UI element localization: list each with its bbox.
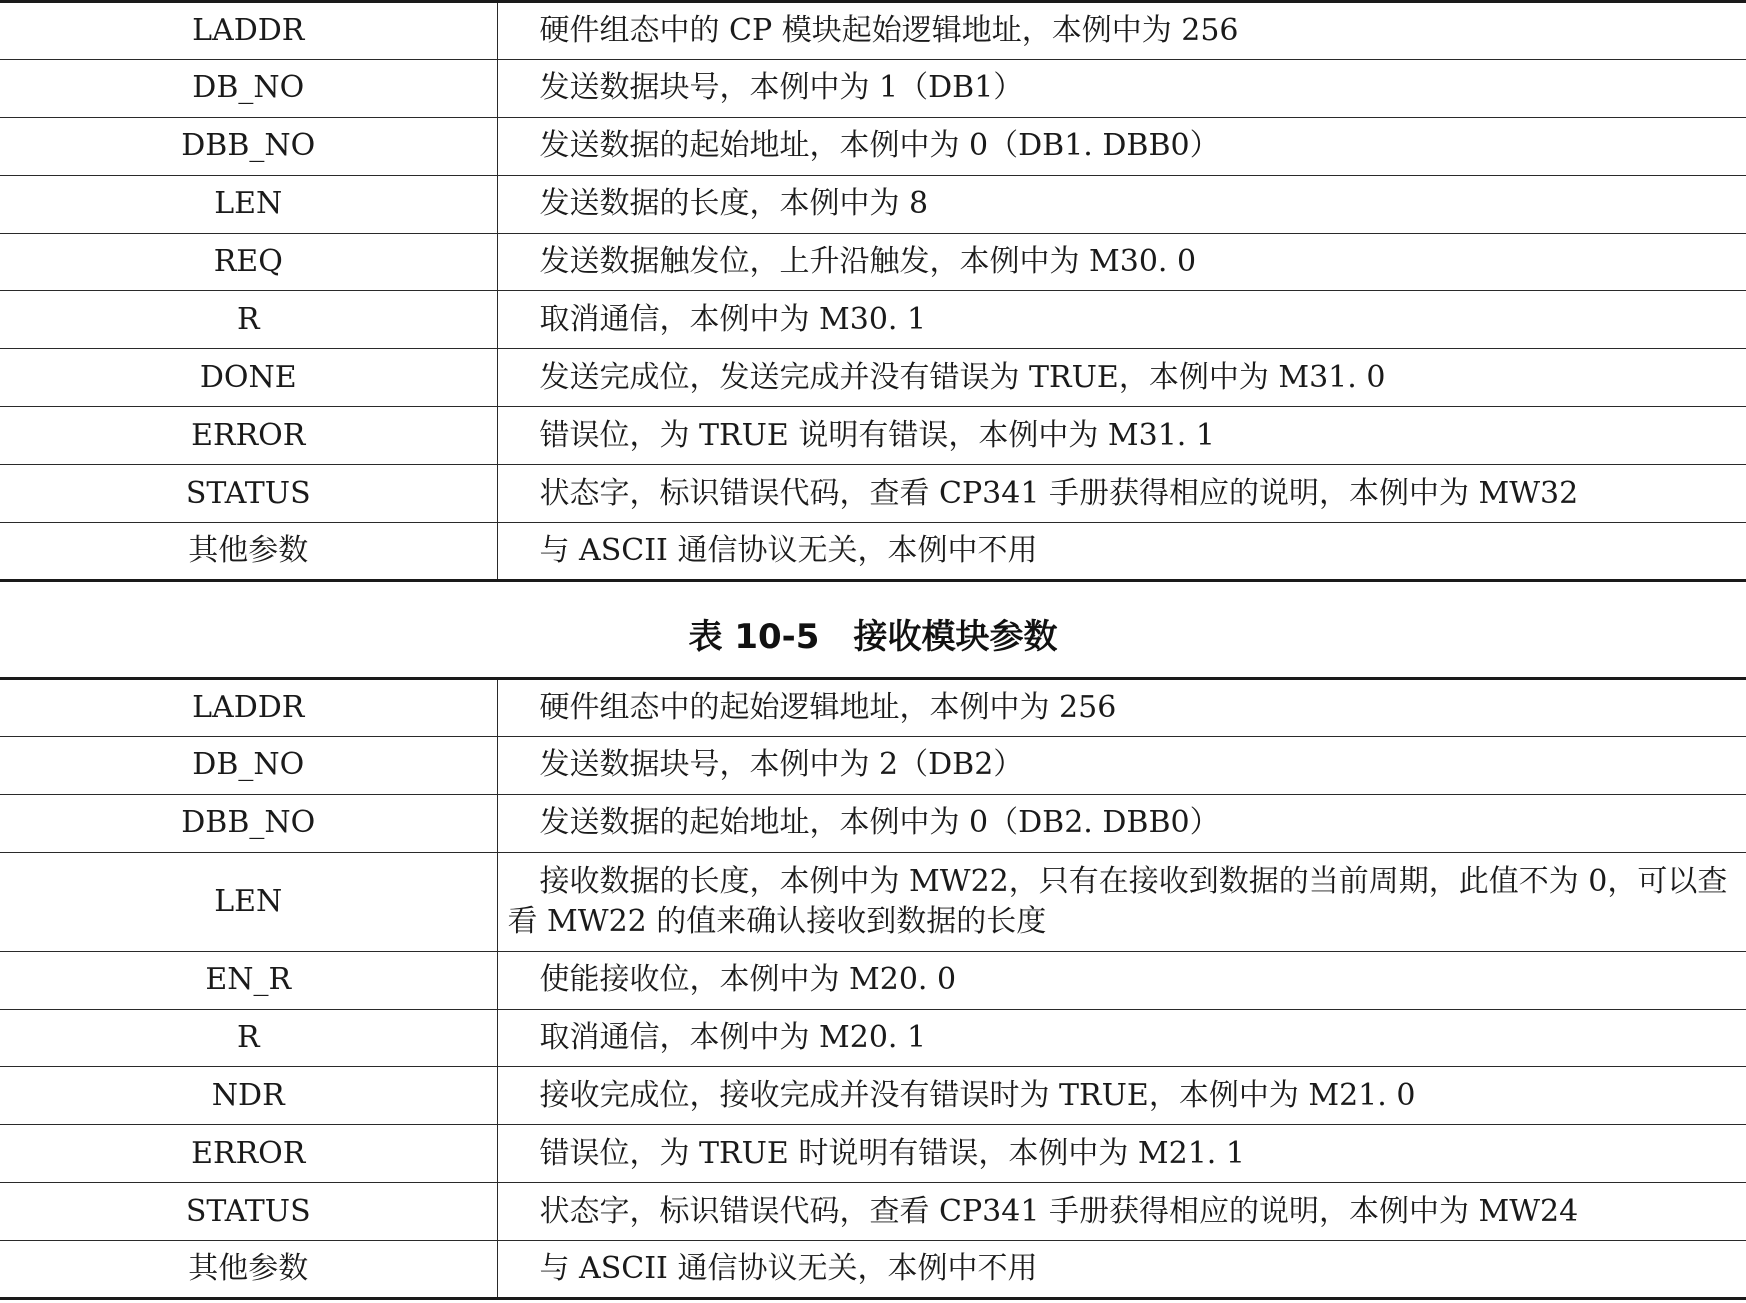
table-row [0,1009,1746,1067]
param-description: 错误位，为 TRUE 说明有错误，本例中为 M31. 1 [497,407,1746,465]
param-name: 其他参数 [0,523,497,581]
table-row [0,951,1746,1009]
param-description: 取消通信，本例中为 M20. 1 [497,1009,1746,1067]
param-description: 发送数据块号，本例中为 2（DB2） [497,736,1746,794]
param-name: DB_NO [0,736,497,794]
receive-block-parameter-table [0,677,1746,1300]
param-description: 接收数据的长度，本例中为 MW22，只有在接收到数据的当前周期，此值不为 0，可以查看 MW22 的值来确认接收到数据的长度 [497,852,1746,951]
table-row [0,1241,1746,1299]
table-row [0,291,1746,349]
send-block-parameter-table [0,0,1746,582]
table-row [0,523,1746,581]
param-name: DONE [0,349,497,407]
param-name: R [0,291,497,349]
param-description: 状态字，标识错误代码，查看 CP341 手册获得相应的说明，本例中为 MW32 [497,465,1746,523]
table-row [0,1183,1746,1241]
param-description: 硬件组态中的起始逻辑地址，本例中为 256 [497,679,1746,737]
param-description: 发送数据的起始地址，本例中为 0（DB2. DBB0） [497,794,1746,852]
param-name: ERROR [0,1125,497,1183]
param-name: DB_NO [0,59,497,117]
param-name: STATUS [0,465,497,523]
param-name: STATUS [0,1183,497,1241]
table-row [0,59,1746,117]
table-row [0,349,1746,407]
table-caption: 表 10-5 接收模块参数 [688,617,1058,657]
param-description: 发送数据触发位，上升沿触发，本例中为 M30. 0 [497,233,1746,291]
param-description: 与 ASCII 通信协议无关，本例中不用 [497,523,1746,581]
param-description: 接收完成位，接收完成并没有错误时为 TRUE，本例中为 M21. 0 [497,1067,1746,1125]
table-row [0,1067,1746,1125]
param-description: 发送数据的起始地址，本例中为 0（DB1. DBB0） [497,117,1746,175]
table-row [0,465,1746,523]
param-description: 发送完成位，发送完成并没有错误为 TRUE，本例中为 M31. 0 [497,349,1746,407]
param-name: EN_R [0,951,497,1009]
param-name: LADDR [0,679,497,737]
table-row [0,407,1746,465]
param-name: NDR [0,1067,497,1125]
param-description: 错误位，为 TRUE 时说明有错误，本例中为 M21. 1 [497,1125,1746,1183]
param-description: 发送数据块号，本例中为 1（DB1） [497,59,1746,117]
table-row [0,233,1746,291]
param-description: 与 ASCII 通信协议无关，本例中不用 [497,1241,1746,1299]
param-name: R [0,1009,497,1067]
table-row [0,1125,1746,1183]
param-name: DBB_NO [0,117,497,175]
param-name: REQ [0,233,497,291]
table-row [0,794,1746,852]
param-name: LEN [0,175,497,233]
param-description: 状态字，标识错误代码，查看 CP341 手册获得相应的说明，本例中为 MW24 [497,1183,1746,1241]
param-name: LEN [0,852,497,951]
param-name: 其他参数 [0,1241,497,1299]
param-description: 发送数据的长度，本例中为 8 [497,175,1746,233]
table-row [0,736,1746,794]
param-name: DBB_NO [0,794,497,852]
table-row [0,117,1746,175]
table-row [0,2,1746,60]
param-description: 硬件组态中的 CP 模块起始逻辑地址，本例中为 256 [497,2,1746,60]
table-row [0,852,1746,951]
param-description: 取消通信，本例中为 M30. 1 [497,291,1746,349]
param-name: LADDR [0,2,497,60]
table-row [0,679,1746,737]
param-description: 使能接收位，本例中为 M20. 0 [497,951,1746,1009]
param-name: ERROR [0,407,497,465]
table-row [0,175,1746,233]
